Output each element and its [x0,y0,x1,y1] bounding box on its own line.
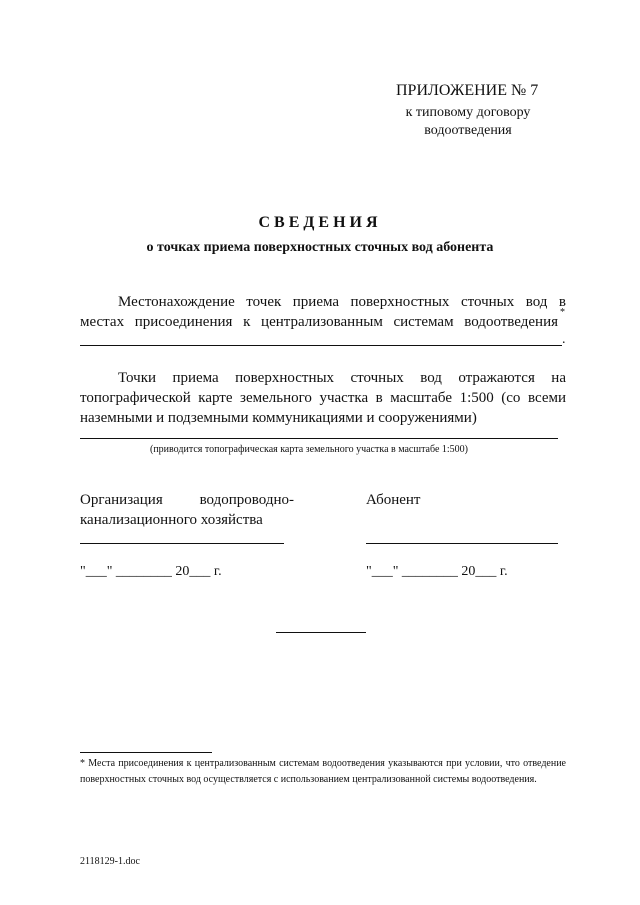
appendix-line-2: водоотведения [424,123,512,138]
section2-fill-line[interactable] [80,438,558,439]
section1-fill-line[interactable] [80,345,562,346]
footnote-text: * Места присоединения к централизованным системам водоотведения указываются при условии, что отведение поверхностных сточных вод осуществляется с использованием централизованной системы водоотведения. [80,758,566,785]
appendix-line-1: к типовому договору [405,105,531,120]
document-title: СВЕДЕНИЯ [258,214,382,231]
section2-line-3: наземными и подземными коммуникациями и сооружениями) [80,410,477,426]
subscriber-signature-line[interactable] [366,543,558,544]
appendix-subtitle [396,104,540,140]
section2-line-2: топографической карте земельного участка в масштабе 1:500 (со всеми [80,390,566,406]
org-signature-line[interactable] [80,543,284,544]
document-id: 2118129-1.doc [80,856,140,867]
org-signature-line-2: канализационного хозяйства [80,512,263,528]
document-subtitle: о точках приема поверхностных сточных вод абонента [146,240,494,255]
section1-line-2: местах присоединения к централизованным системам водоотведения [80,314,558,330]
map-caption: (приводится топографическая карта земельного участка в масштабе 1:500) [150,444,468,455]
subscriber-date[interactable]: "___" ________ 20___ г. [366,564,508,579]
subscriber-label: Абонент [366,492,421,508]
appendix-label: ПРИЛОЖЕНИЕ № 7 [396,82,539,99]
org-date[interactable]: "___" ________ 20___ г. [80,564,222,579]
section1-period: . [562,332,566,347]
org-signature-line-1: Организация водопроводно- [80,492,294,508]
footnote-marker: * [560,307,565,318]
section1-line-1: Местонахождение точек приема поверхностных сточных вод в [118,294,566,310]
footnote-separator [80,752,212,753]
section2-line-1: Точки приема поверхностных сточных вод отражаются на [118,370,566,386]
end-separator [276,632,366,633]
